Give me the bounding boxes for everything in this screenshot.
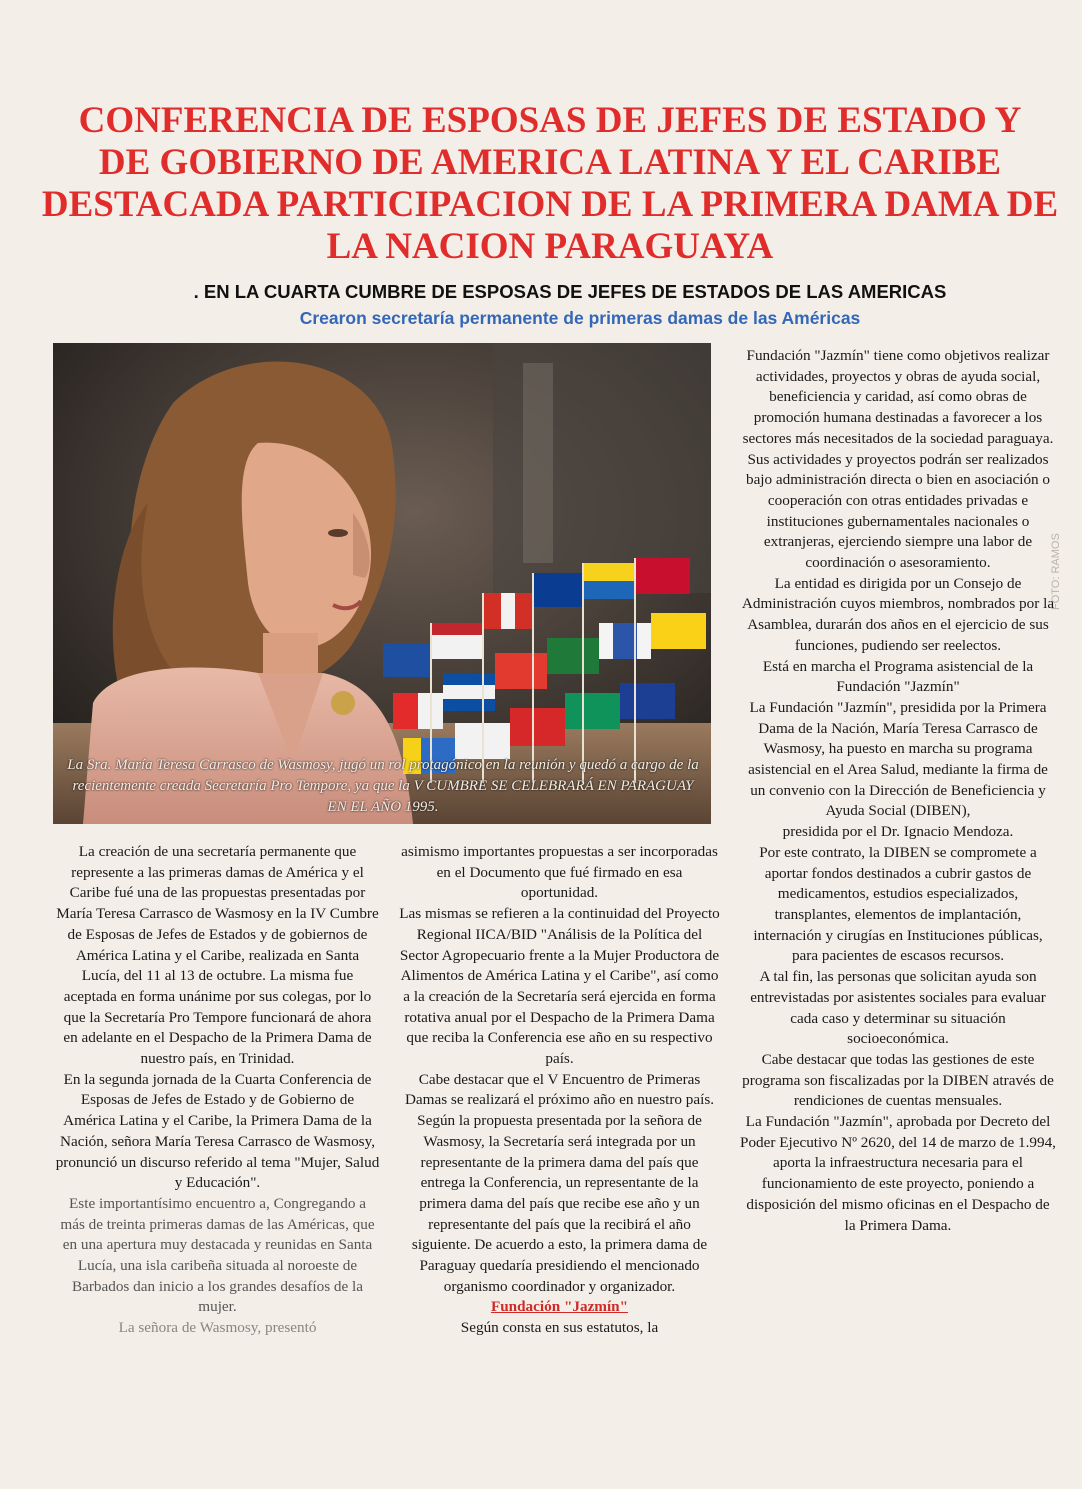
- paragraph: Las mismas se refieren a la continuidad del Proyecto Regional IICA/BID "Análisis de la Política del Sector Agropecuario frente a la Mujer Productora de Alimentos de América Latina y el Caribe", así como a la creación de la Secretaría será ejercida en forma rotativa anual por el Despacho de la Primera Dama que reciba la Conferencia ese año en su respectivo país.: [399, 905, 720, 1068]
- headline-line-1: CONFERENCIA DE ESPOSAS DE JEFES DE ESTADO Y: [78, 100, 1022, 141]
- paragraph: Fundación "Jazmín" tiene como objetivos realizar actividades, proyectos y obras de ayuda social, beneficiencia y caridad, así como obras de promoción humana destinadas a favorecer a los sectores más necesitados de la sociedad paraguaya.: [742, 347, 1054, 447]
- article-subhead: Crearon secretaría permanente de primeras damas de las Américas: [299, 308, 861, 328]
- paragraph: La señora de Wasmosy, presentó: [118, 1319, 317, 1337]
- paragraph: presidida por el Dr. Ignacio Mendoza.: [782, 823, 1014, 841]
- paragraph: La creación de una secretaría permanente que represente a las primeras damas de América y el Caribe fué una de las propuestas presentadas por María Teresa Carrasco de Wasmosy en la IV Cumbre de Esposas de Jefes de Estados y de gobiernos de América Latina y el Caribe, realizada en Santa Lucía, del 11 al 13 de octubre. La misma fue aceptada en forma unánime por sus colegas, por lo que la Secretaría Pro Tempore funcionará de ahora en adelante en el Despacho de la Primera Dama de nuestro país, en Trinidad.: [56, 843, 379, 1068]
- article-column-3: [740, 346, 1056, 1236]
- paragraph: Por este contrato, la DIBEN se compromete a aportar fondos destinados a cubrir gastos de medicamentos, estudios especializados, transplantes, elementos de implantación, internación y cirugías en Instituciones públicas, para pacientes de escasos recursos.: [753, 843, 1043, 965]
- paragraph: La Fundación "Jazmín", presidida por la Primera Dama de la Nación, María Teresa Carrasco de Wasmosy, ha puesto en marcha su programa asistencial en el Area Salud, mediante la firma de un convenio con la Dirección de Beneficiencia y Ayuda Social (DIBEN),: [748, 698, 1048, 820]
- article-kicker: . EN LA CUARTA CUMBRE DE ESPOSAS DE JEFES DE ESTADOS DE LAS AMERICAS: [193, 281, 947, 302]
- paragraph: A tal fin, las personas que solicitan ayuda son entrevistadas por asistentes sociales para evaluar cada caso y determinar su situación socioeconómica.: [750, 968, 1046, 1048]
- headline-line-3: DESTACADA PARTICIPACION DE LA PRIMERA DAMA DE: [41, 184, 1059, 225]
- photo-credit: FOTO: RAMOS: [1050, 533, 1062, 610]
- paragraph: Cabe destacar que todas las gestiones de este programa son fiscalizadas por la DIBEN através de rendiciones de cuentas mensuales.: [742, 1050, 1054, 1110]
- paragraph: Este importantísimo encuentro a, Congregando a más de treinta primeras damas de las Américas, que en una apertura muy destacada y reunidas en Santa Lucía, una isla caribeña situada al noroeste de Barbados dan inicio a los grandes desafíos de la mujer.: [60, 1194, 375, 1316]
- paragraph: Sus actividades y proyectos podrán ser realizados bajo administración directa o bien en asociación o cooperación con otras entidades privadas e instituciones gubernamentales nacionales o extranjeras, ejerciendo siempre una labor de coordinación o asesoramiento.: [745, 450, 1051, 572]
- photo-illustration: [53, 343, 711, 824]
- paragraph: En la segunda jornada de la Cuarta Conferencia de Esposas de Jefes de Estado y de Gobierno de América Latina y el Caribe, la Primera Dama de la Nación, señora María Teresa Carrasco de Wasmosy, pronunció un discurso referido al tema "Mujer, Salud y Educación".: [55, 1070, 380, 1192]
- paragraph: La entidad es dirigida por un Consejo de Administración cuyos miembros, nombrados por la Asamblea, durarán dos años en el ejercicio de sus funciones, pudiendo ser reelectos.: [741, 574, 1055, 654]
- paragraph: Cabe destacar que el V Encuentro de Primeras Damas se realizará el próximo año en nuestro país.: [404, 1070, 715, 1109]
- paragraph: Está en marcha el Programa asistencial de la Fundación "Jazmín": [762, 657, 1034, 696]
- photo-caption: La Sra. María Teresa Carrasco de Wasmosy, jugó un rol protagónico en la reunión y quedó a cargo de la recientemente creada Secretaría Pro Tempore, ya que la V CUMBRE SE CELEBRARÁ EN PARAGUAY EN EL AÑO 1995.: [67, 757, 699, 815]
- paragraph: Según la propuesta presentada por la señora de Wasmosy, la Secretaría será integrada por un representante de la primera dama del país que entrega la Conferencia, un representante de la primera dama del país que recibe ese año y un representante del país que la recibirá el año siguiente. De acuerdo a esto, la primera dama de Paraguay quedaría presidiendo el mencionado organismo coordinador y organizador.: [411, 1112, 708, 1295]
- article-headline: [40, 100, 1060, 268]
- paragraph: Según consta en sus estatutos, la: [460, 1319, 659, 1337]
- headline-line-2: DE GOBIERNO DE AMERICA LATINA Y EL CARIBE: [98, 142, 1002, 183]
- article-column-2: [397, 842, 722, 1339]
- article-photo: [53, 343, 711, 824]
- headline-line-4: LA NACION PARAGUAYA: [326, 226, 774, 267]
- paragraph: asimismo importantes propuestas a ser incorporadas en el Documento que fué firmado en esa oportunidad.: [401, 843, 718, 902]
- paragraph: La Fundación "Jazmín", aprobada por Decreto del Poder Ejecutivo Nº 2620, del 14 de marzo de 1.994, aporta la infraestructura necesaria para el funcionamiento de este proyecto, poniendo a disposición del mismo oficinas en el Despacho de la Primera Dama.: [740, 1113, 1056, 1234]
- section-title: Fundación "Jazmín": [490, 1298, 629, 1316]
- article-column-1: [55, 842, 380, 1339]
